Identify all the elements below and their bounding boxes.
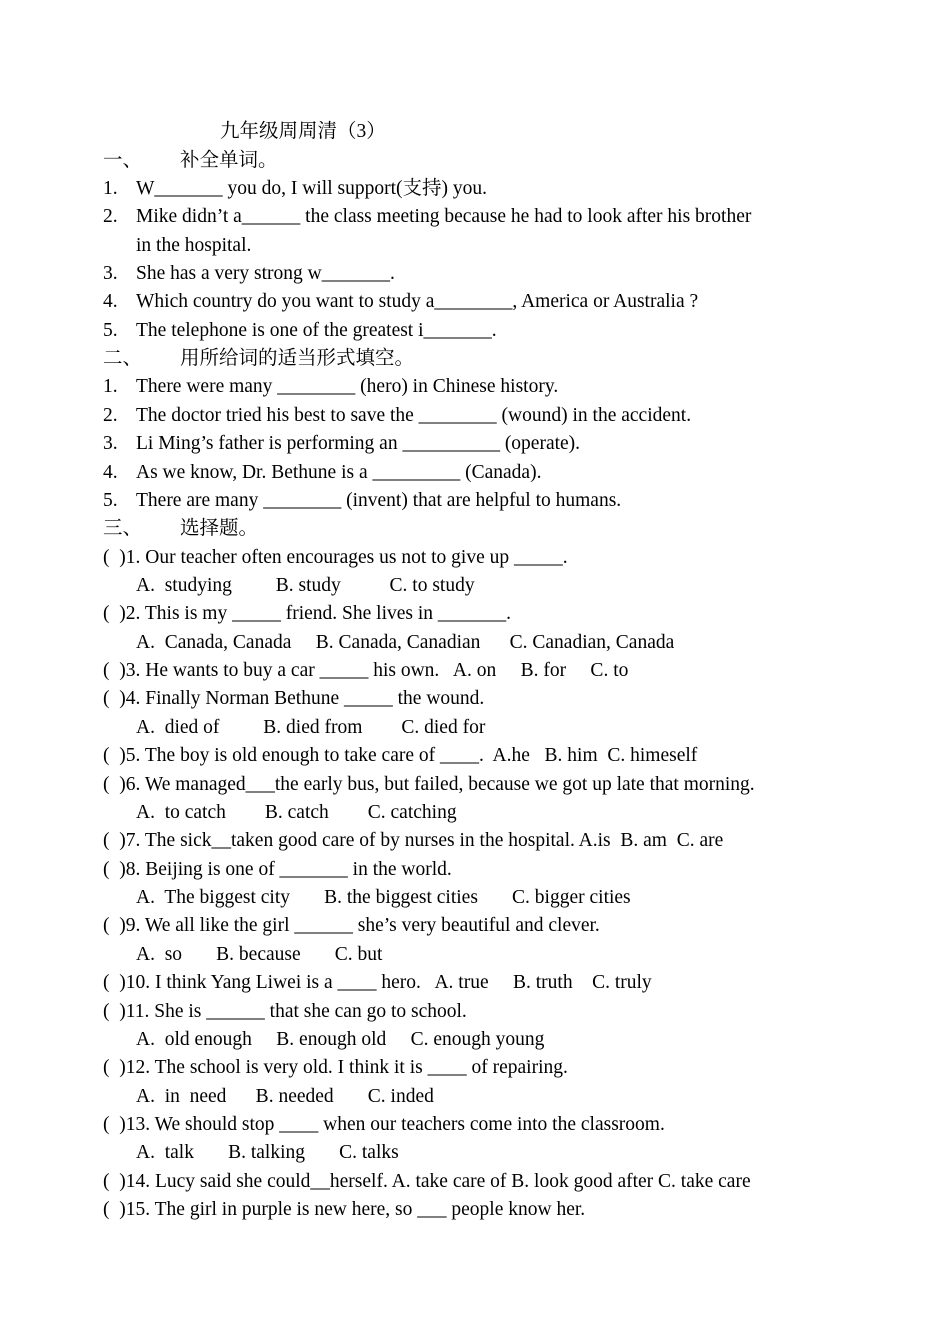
section-title: 补全单词。	[180, 150, 278, 171]
list-item	[103, 430, 580, 458]
list-item	[103, 175, 487, 203]
list-item	[103, 288, 698, 316]
question-13-options: A. talk B. talking C. talks	[136, 1142, 399, 1163]
item-number: 3.	[103, 433, 118, 454]
question-13: ( )13. We should stop ____ when our teachers come into the classroom.	[103, 1114, 665, 1135]
list-item	[103, 317, 497, 345]
section-title: 选择题。	[180, 518, 259, 539]
question-6-options: A. to catch B. catch C. catching	[136, 802, 457, 823]
item-number: 4.	[103, 291, 118, 312]
question-7: ( )7. The sick__taken good care of by nurses in the hospital. A.is B. am C. are	[103, 830, 724, 851]
list-item	[103, 487, 621, 515]
list-item	[103, 373, 558, 401]
list-item	[103, 402, 691, 430]
question-4-options: A. died of B. died from C. died for	[136, 717, 486, 738]
section-2-heading	[103, 345, 414, 373]
question-10: ( )10. I think Yang Liwei is a ____ hero. A. true B. truth C. truly	[103, 972, 652, 993]
item-text: The telephone is one of the greatest i_______.	[136, 320, 497, 341]
question-3: ( )3. He wants to buy a car _____ his own. A. on B. for C. to	[103, 660, 629, 681]
section-number: 一、	[103, 150, 143, 171]
item-text: Li Ming’s father is performing an __________ (operate).	[136, 433, 581, 454]
section-number: 三、	[103, 518, 143, 539]
item-text: There were many ________ (hero) in Chinese history.	[136, 376, 559, 397]
question-8: ( )8. Beijing is one of _______ in the world.	[103, 859, 452, 880]
item-number: 1.	[103, 376, 118, 397]
item-number: 1.	[103, 178, 118, 199]
question-11: ( )11. She is ______ that she can go to school.	[103, 1001, 467, 1022]
question-9: ( )9. We all like the girl ______ she’s very beautiful and clever.	[103, 915, 600, 936]
question-14: ( )14. Lucy said she could__herself. A. take care of B. look good after C. take care	[103, 1171, 751, 1192]
question-6: ( )6. We managed___the early bus, but failed, because we got up late that morning.	[103, 774, 755, 795]
question-11-options: A. old enough B. enough old C. enough young	[136, 1029, 545, 1050]
page-title: 九年级周周清（3）	[220, 121, 386, 142]
item-text: W_______ you do, I will support(支持) you.	[136, 178, 487, 199]
list-item	[103, 459, 541, 487]
list-item	[103, 260, 395, 288]
item-number: 5.	[103, 320, 118, 341]
section-number: 二、	[103, 348, 143, 369]
item-text: Mike didn’t a______ the class meeting because he had to look after his brother	[136, 206, 752, 227]
question-5: ( )5. The boy is old enough to take care of ____. A.he B. him C. himeself	[103, 745, 698, 766]
question-2: ( )2. This is my _____ friend. She lives in _______.	[103, 603, 512, 624]
item-number: 2.	[103, 206, 118, 227]
item-text: The doctor tried his best to save the ________ (wound) in the accident.	[136, 405, 692, 426]
item-continuation: in the hospital.	[136, 235, 252, 256]
item-text: There are many ________ (invent) that are helpful to humans.	[136, 490, 622, 511]
section-3-heading	[103, 515, 258, 543]
item-text: As we know, Dr. Bethune is a _________ (Canada).	[136, 462, 542, 483]
list-item	[103, 203, 751, 231]
question-1: ( )1. Our teacher often encourages us not to give up _____.	[103, 547, 568, 568]
item-text: She has a very strong w_______.	[136, 263, 395, 284]
item-text: Which country do you want to study a________, America or Australia ?	[136, 291, 699, 312]
question-12-options: A. in need B. needed C. inded	[136, 1086, 434, 1107]
item-number: 3.	[103, 263, 118, 284]
question-8-options: A. The biggest city B. the biggest cities C. bigger cities	[136, 887, 631, 908]
question-4: ( )4. Finally Norman Bethune _____ the wound.	[103, 688, 485, 709]
item-number: 2.	[103, 405, 118, 426]
question-9-options: A. so B. because C. but	[136, 944, 383, 965]
question-12: ( )12. The school is very old. I think it is ____ of repairing.	[103, 1057, 568, 1078]
question-1-options: A. studying B. study C. to study	[136, 575, 475, 596]
question-15: ( )15. The girl in purple is new here, so ___ people know her.	[103, 1199, 586, 1220]
section-title: 用所给词的适当形式填空。	[180, 348, 415, 369]
question-2-options: A. Canada, Canada B. Canada, Canadian C. Canadian, Canada	[136, 632, 675, 653]
section-1-heading	[103, 147, 278, 175]
item-number: 4.	[103, 462, 118, 483]
item-number: 5.	[103, 490, 118, 511]
